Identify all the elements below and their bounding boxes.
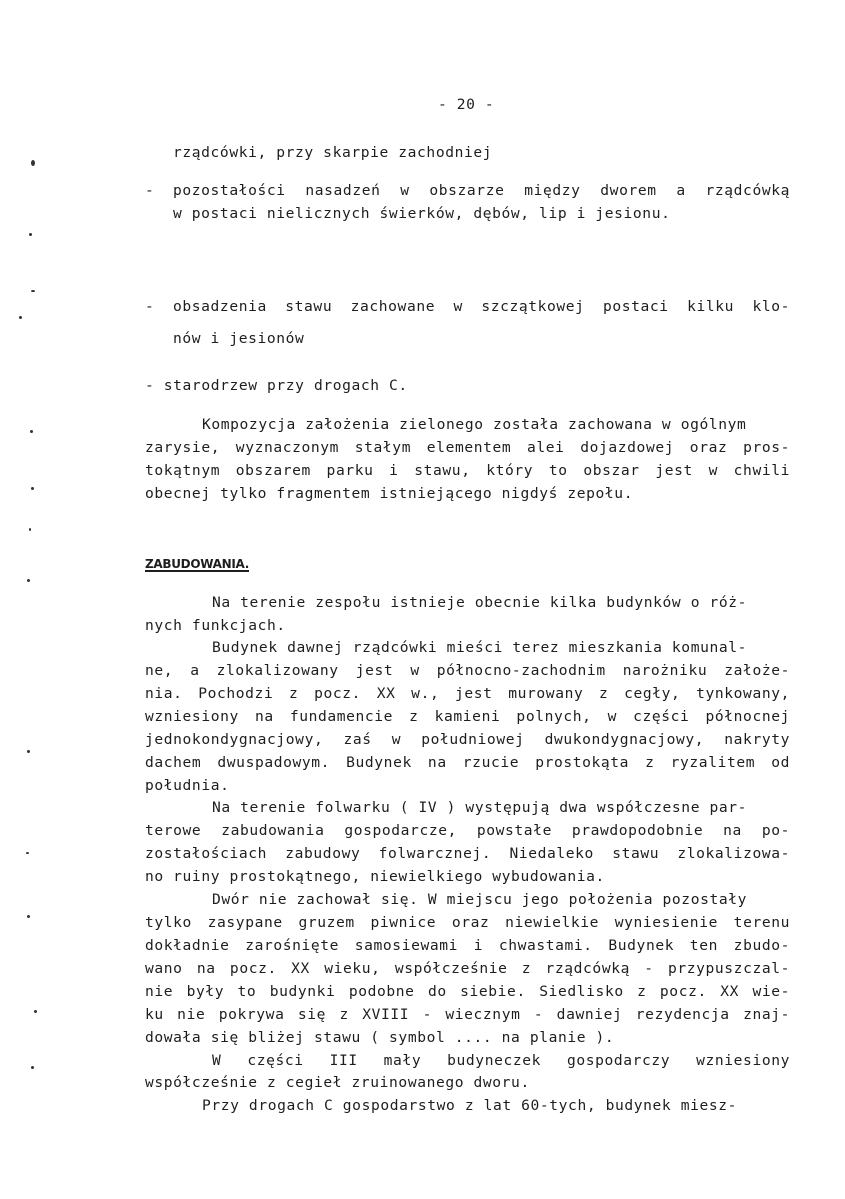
text-line: dokładnie zarośnięte samosiewami i chwastami. Budynek ten zbudo-	[145, 937, 790, 954]
scan-speck	[29, 528, 31, 531]
text-line: Na terenie zespołu istnieje obecnie kilka budynków o róż-	[212, 594, 748, 611]
scan-speck	[31, 290, 35, 292]
scan-speck	[34, 1010, 37, 1013]
text-line: jednokondygnacjowy, zaś w południowej dwukondygnacjowy, nakryty	[145, 731, 790, 748]
text-line: W części III mały budyneczek gospodarczy wzniesiony	[212, 1052, 790, 1069]
text-line: obsadzenia stawu zachowane w szczątkowej postaci kilku klo-	[173, 298, 790, 315]
text-line: w postaci nielicznych świerków, dębów, lip i jesionu.	[173, 205, 671, 222]
text-line: Kompozycja założenia zielonego została zachowana w ogólnym	[202, 416, 747, 433]
scan-speck	[31, 160, 35, 166]
page-number: - 20 -	[438, 96, 495, 113]
text-line: dachem dwuspadowym. Budynek na rzucie prostokąta z ryzalitem od	[145, 754, 790, 771]
text-line: Budynek dawnej rządcówki mieści terez mieszkania komunal-	[212, 639, 748, 656]
scan-speck	[30, 430, 33, 433]
text-line: wzniesiony na fundamencie z kamieni polnych, w części północnej	[145, 708, 790, 725]
text-line: rządcówki, przy skarpie zachodniej	[173, 144, 493, 161]
text-line: ku nie pokrywa się z XVIII - wiecznym - dawniej rezydencja znaj-	[145, 1006, 790, 1023]
section-heading: ZABUDOWANIA.	[145, 557, 250, 571]
text-line: zarysie, wyznaczonym stałym elementem alei dojazdowej oraz pros-	[145, 439, 790, 456]
list-item: - starodrzew przy drogach C.	[145, 377, 408, 394]
text-line: Na terenie folwarku ( IV ) występują dwa współczesne par-	[212, 799, 748, 816]
scan-speck	[27, 915, 30, 918]
text-line: ne, a zlokalizowany jest w północno-zachodnim narożniku założe-	[145, 662, 790, 679]
text-line: nów i jesionów	[173, 330, 305, 347]
text-line: dowała się bliżej stawu ( symbol .... na planie ).	[145, 1029, 615, 1046]
scan-speck	[26, 852, 29, 854]
scan-speck	[29, 233, 32, 236]
list-dash: -	[145, 182, 155, 199]
text-line: tokątnym obszarem parku i stawu, który to obszar jest w chwili	[145, 462, 790, 479]
text-line: wano na pocz. XX wieku, współcześnie z rządcówką - przypuszczal-	[145, 960, 790, 977]
text-line: obecnej tylko fragmentem istniejącego nigdyś zepołu.	[145, 485, 634, 502]
scan-speck	[27, 750, 30, 753]
text-line: współcześnie z cegieł zruinowanego dworu.	[145, 1074, 530, 1091]
text-line: Przy drogach C gospodarstwo z lat 60-tych, budynek miesz-	[202, 1097, 738, 1114]
scan-speck	[31, 487, 34, 490]
text-line: południa.	[145, 777, 230, 794]
text-line: tylko zasypane gruzem piwnice oraz niewielkie wyniesienie terenu	[145, 914, 790, 931]
text-line: nie były to budynki podobne do siebie. Siedlisko z pocz. XX wie-	[145, 983, 790, 1000]
scan-speck	[19, 316, 22, 319]
list-dash: -	[145, 298, 155, 315]
text-line: terowe zabudowania gospodarcze, powstałe prawdopodobnie na po-	[145, 822, 790, 839]
text-line: nia. Pochodzi z pocz. XX w., jest murowany z cegły, tynkowany,	[145, 685, 790, 702]
text-line: pozostałości nasadzeń w obszarze między dworem a rządcówką	[173, 182, 790, 199]
scan-speck	[31, 1066, 34, 1069]
scan-speck	[27, 579, 30, 582]
text-line: nych funkcjach.	[145, 617, 286, 634]
text-line: zostałościach zabudowy folwarcznej. Niedaleko stawu zlokalizowa-	[145, 845, 790, 862]
text-line: Dwór nie zachował się. W miejscu jego położenia pozostały	[212, 891, 748, 908]
text-line: no ruiny prostokątnego, niewielkiego wybudowania.	[145, 868, 605, 885]
